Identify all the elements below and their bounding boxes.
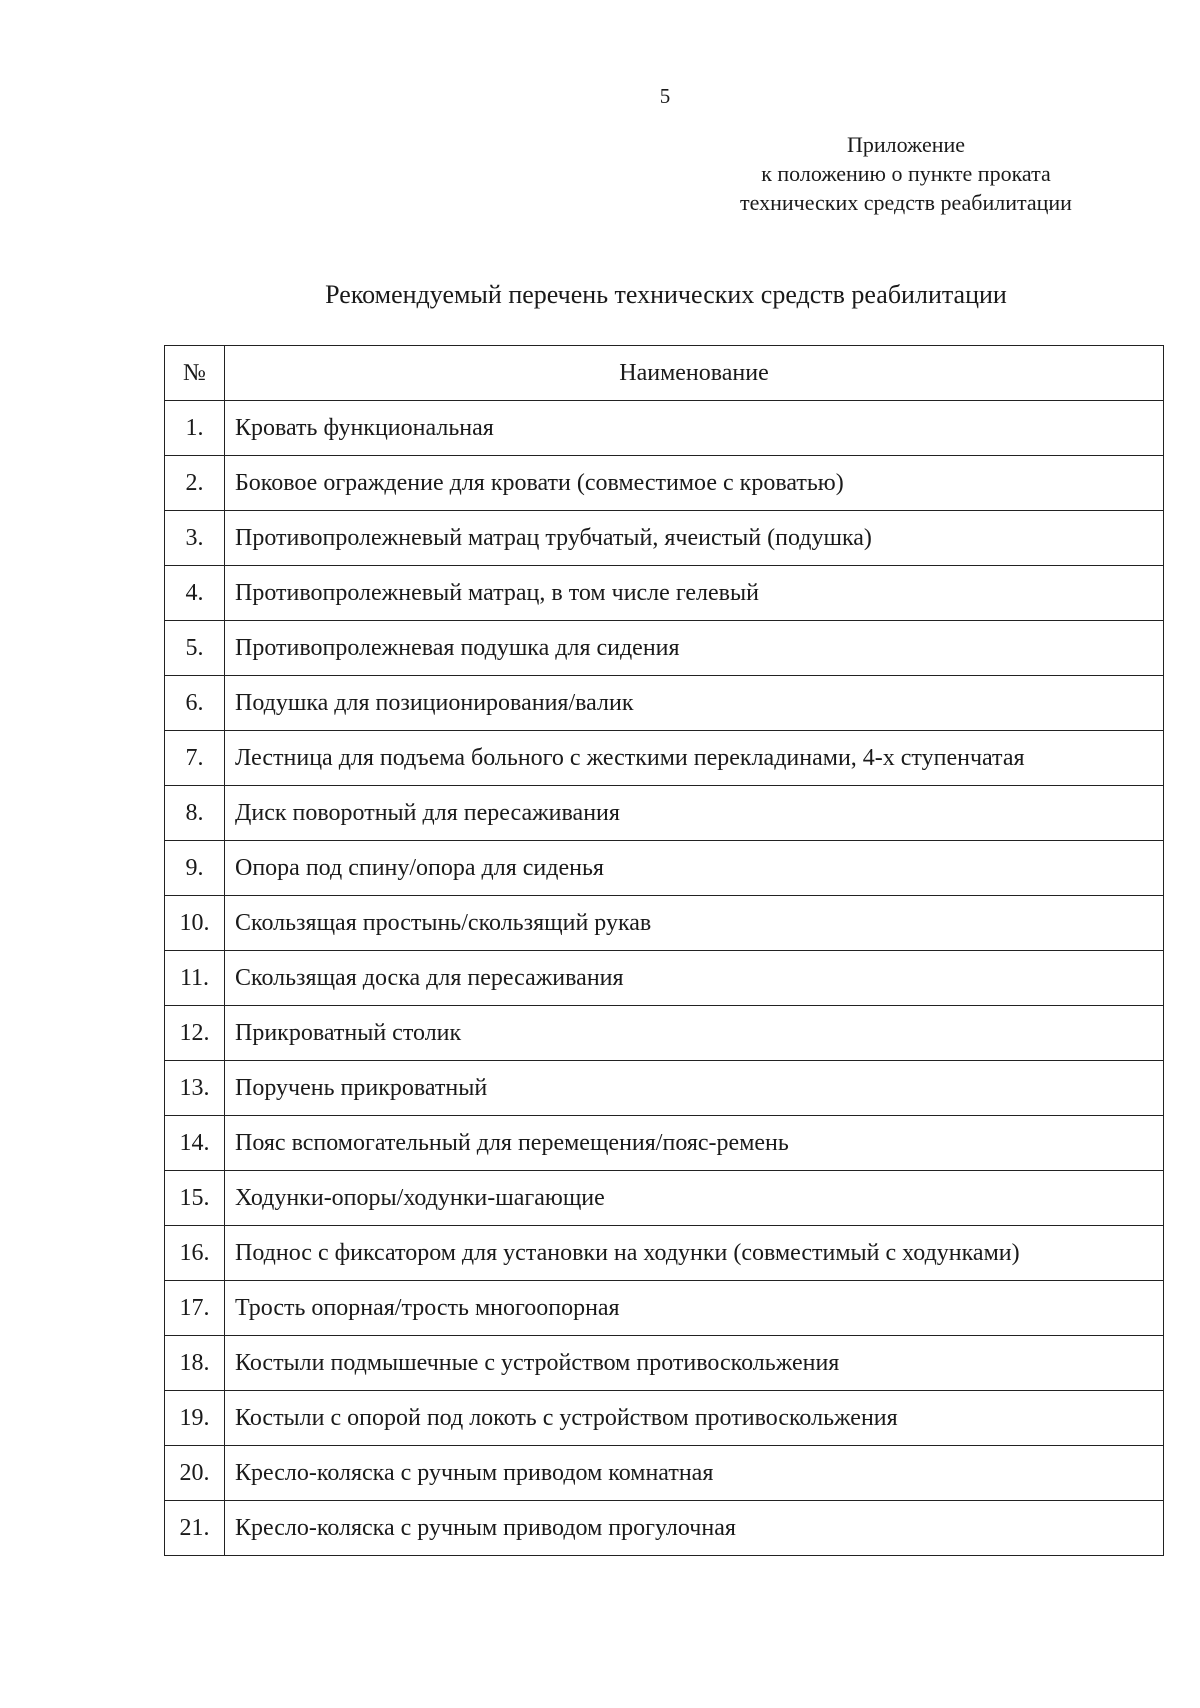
row-name: Пояс вспомогательный для перемещения/пояс-ремень [225, 1116, 1164, 1171]
table-row [165, 401, 1164, 456]
row-name: Диск поворотный для пересаживания [225, 786, 1164, 841]
row-number: 16. [165, 1226, 225, 1281]
row-name: Прикроватный столик [225, 1006, 1164, 1061]
table-header-row [165, 346, 1164, 401]
table-row [165, 1116, 1164, 1171]
table-row [165, 1501, 1164, 1556]
document-title: Рекомендуемый перечень технических средств реабилитации [325, 280, 1007, 309]
row-number: 11. [165, 951, 225, 1006]
appendix-note [676, 130, 1136, 217]
row-number: 18. [165, 1336, 225, 1391]
row-name: Опора под спину/опора для сиденья [225, 841, 1164, 896]
page-number: 5 [659, 84, 671, 108]
header-number: № [165, 346, 225, 401]
table-row [165, 1226, 1164, 1281]
table-row [165, 896, 1164, 951]
row-name: Противопролежневая подушка для сидения [225, 621, 1164, 676]
table-row [165, 1061, 1164, 1116]
table-row [165, 1391, 1164, 1446]
table-row [165, 951, 1164, 1006]
table-row [165, 1171, 1164, 1226]
row-number: 17. [165, 1281, 225, 1336]
row-name: Кресло-коляска с ручным приводом прогулочная [225, 1501, 1164, 1556]
row-number: 13. [165, 1061, 225, 1116]
row-number: 19. [165, 1391, 225, 1446]
table-row [165, 566, 1164, 621]
row-number: 5. [165, 621, 225, 676]
row-name: Ходунки-опоры/ходунки-шагающие [225, 1171, 1164, 1226]
table-row [165, 841, 1164, 896]
table-row [165, 456, 1164, 511]
row-number: 14. [165, 1116, 225, 1171]
row-name: Поднос с фиксатором для установки на ходунки (совместимый с ходунками) [225, 1226, 1164, 1281]
table-row [165, 1281, 1164, 1336]
row-name: Трость опорная/трость многоопорная [225, 1281, 1164, 1336]
appendix-line-2: к положению о пункте проката [761, 161, 1051, 186]
row-name: Подушка для позиционирования/валик [225, 676, 1164, 731]
row-number: 12. [165, 1006, 225, 1061]
table-row [165, 1336, 1164, 1391]
table-row [165, 621, 1164, 676]
row-number: 21. [165, 1501, 225, 1556]
row-name: Противопролежневый матрац, в том числе гелевый [225, 566, 1164, 621]
table-row [165, 731, 1164, 786]
table-row [165, 676, 1164, 731]
row-name: Поручень прикроватный [225, 1061, 1164, 1116]
table-row [165, 1446, 1164, 1501]
row-name: Кровать функциональная [225, 401, 1164, 456]
row-number: 4. [165, 566, 225, 621]
row-name: Лестница для подъема больного с жесткими перекладинами, 4-х ступенчатая [225, 731, 1164, 786]
row-name: Костыли подмышечные с устройством противоскольжения [225, 1336, 1164, 1391]
table-row [165, 1006, 1164, 1061]
header-name: Наименование [225, 346, 1164, 401]
row-number: 1. [165, 401, 225, 456]
row-number: 8. [165, 786, 225, 841]
row-name: Скользящая доска для пересаживания [225, 951, 1164, 1006]
row-name: Противопролежневый матрац трубчатый, ячеистый (подушка) [225, 511, 1164, 566]
table-row [165, 511, 1164, 566]
row-number: 7. [165, 731, 225, 786]
appendix-line-1: Приложение [846, 132, 966, 157]
row-number: 3. [165, 511, 225, 566]
table-row [165, 786, 1164, 841]
row-name: Костыли с опорой под локоть с устройством противоскольжения [225, 1391, 1164, 1446]
row-name: Скользящая простынь/скользящий рукав [225, 896, 1164, 951]
row-name: Боковое ограждение для кровати (совместимое с кроватью) [225, 456, 1164, 511]
row-name: Кресло-коляска с ручным приводом комнатная [225, 1446, 1164, 1501]
appendix-line-3: технических средств реабилитации [740, 190, 1072, 215]
items-table [164, 345, 1164, 1556]
row-number: 15. [165, 1171, 225, 1226]
row-number: 2. [165, 456, 225, 511]
row-number: 9. [165, 841, 225, 896]
row-number: 10. [165, 896, 225, 951]
row-number: 6. [165, 676, 225, 731]
row-number: 20. [165, 1446, 225, 1501]
